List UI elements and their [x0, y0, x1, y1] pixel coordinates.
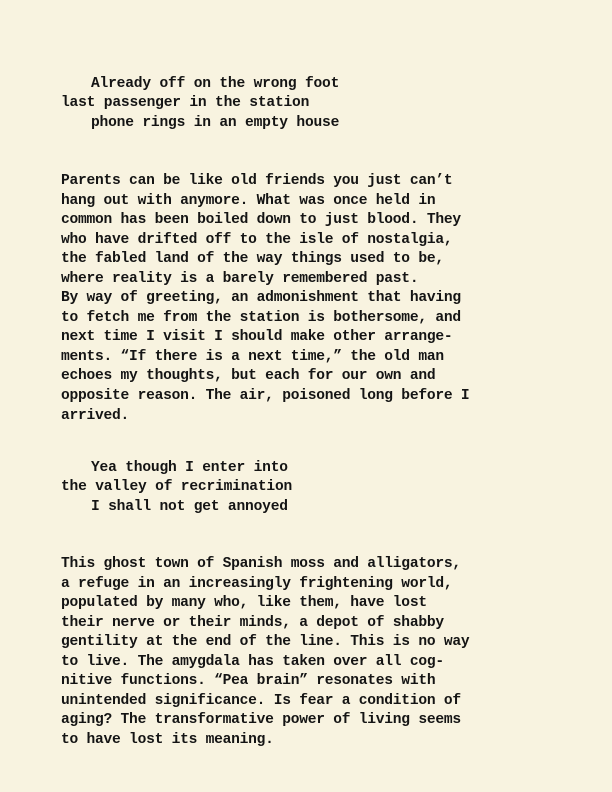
paragraph-1-line: next time I visit I should make other arrange-	[61, 329, 453, 346]
paragraph-2-line: their nerve or their minds, a depot of shabby	[61, 614, 444, 631]
paragraph-2-line: populated by many who, like them, have lost	[61, 595, 427, 612]
haiku-1-line-2: last passenger in the station	[61, 95, 310, 111]
haiku-2-line-2: the valley of recrimination	[61, 479, 293, 495]
paragraph-1-line: the fabled land of the way things used to be,	[61, 251, 444, 268]
paragraph-2-line: nitive functions. “Pea brain” resonates with	[61, 673, 436, 690]
haiku-1-line-1: Already off on the wrong foot	[91, 76, 340, 92]
paragraph-1-line: ments. “If there is a next time,” the old man	[61, 348, 444, 365]
paragraph-1-line: to fetch me from the station is bothersome, and	[61, 309, 461, 326]
paragraph-1-line: opposite reason. The air, poisoned long before I	[61, 388, 470, 405]
paragraph-1-line: who have drifted off to the isle of nostalgia,	[61, 231, 453, 248]
haiku-2-line-1: Yea though I enter into	[91, 460, 288, 476]
paragraph-1-line: hang out with anymore. What was once held in	[61, 192, 436, 209]
paragraph-2-line: gentility at the end of the line. This is no way	[61, 634, 470, 651]
paragraph-1	[61, 172, 561, 426]
paragraph-1-line: Parents can be like old friends you just can’t	[61, 173, 453, 189]
paragraph-1-line: arrived.	[61, 407, 130, 424]
paragraph-2-line: This ghost town of Spanish moss and alligators,	[61, 556, 461, 572]
haiku-1-line-3: phone rings in an empty house	[91, 115, 340, 131]
paragraph-2-line: a refuge in an increasingly frightening world,	[61, 575, 453, 592]
paragraph-2-line: to have lost its meaning.	[61, 731, 274, 748]
paragraph-1-line: common has been boiled down to just blood. They	[61, 212, 461, 229]
paragraph-1-line: echoes my thoughts, but each for our own and	[61, 368, 436, 385]
paragraph-2	[61, 555, 561, 750]
paragraph-2-line: unintended significance. Is fear a condition of	[61, 692, 461, 709]
paragraph-2-line: aging? The transformative power of living seems	[61, 712, 461, 729]
paragraph-1-line: where reality is a barely remembered past.	[61, 270, 419, 287]
paragraph-2-line: to live. The amygdala has taken over all cog-	[61, 653, 444, 670]
paragraph-1-line: By way of greeting, an admonishment that having	[61, 290, 461, 307]
haiku-2-line-3: I shall not get annoyed	[91, 499, 288, 515]
